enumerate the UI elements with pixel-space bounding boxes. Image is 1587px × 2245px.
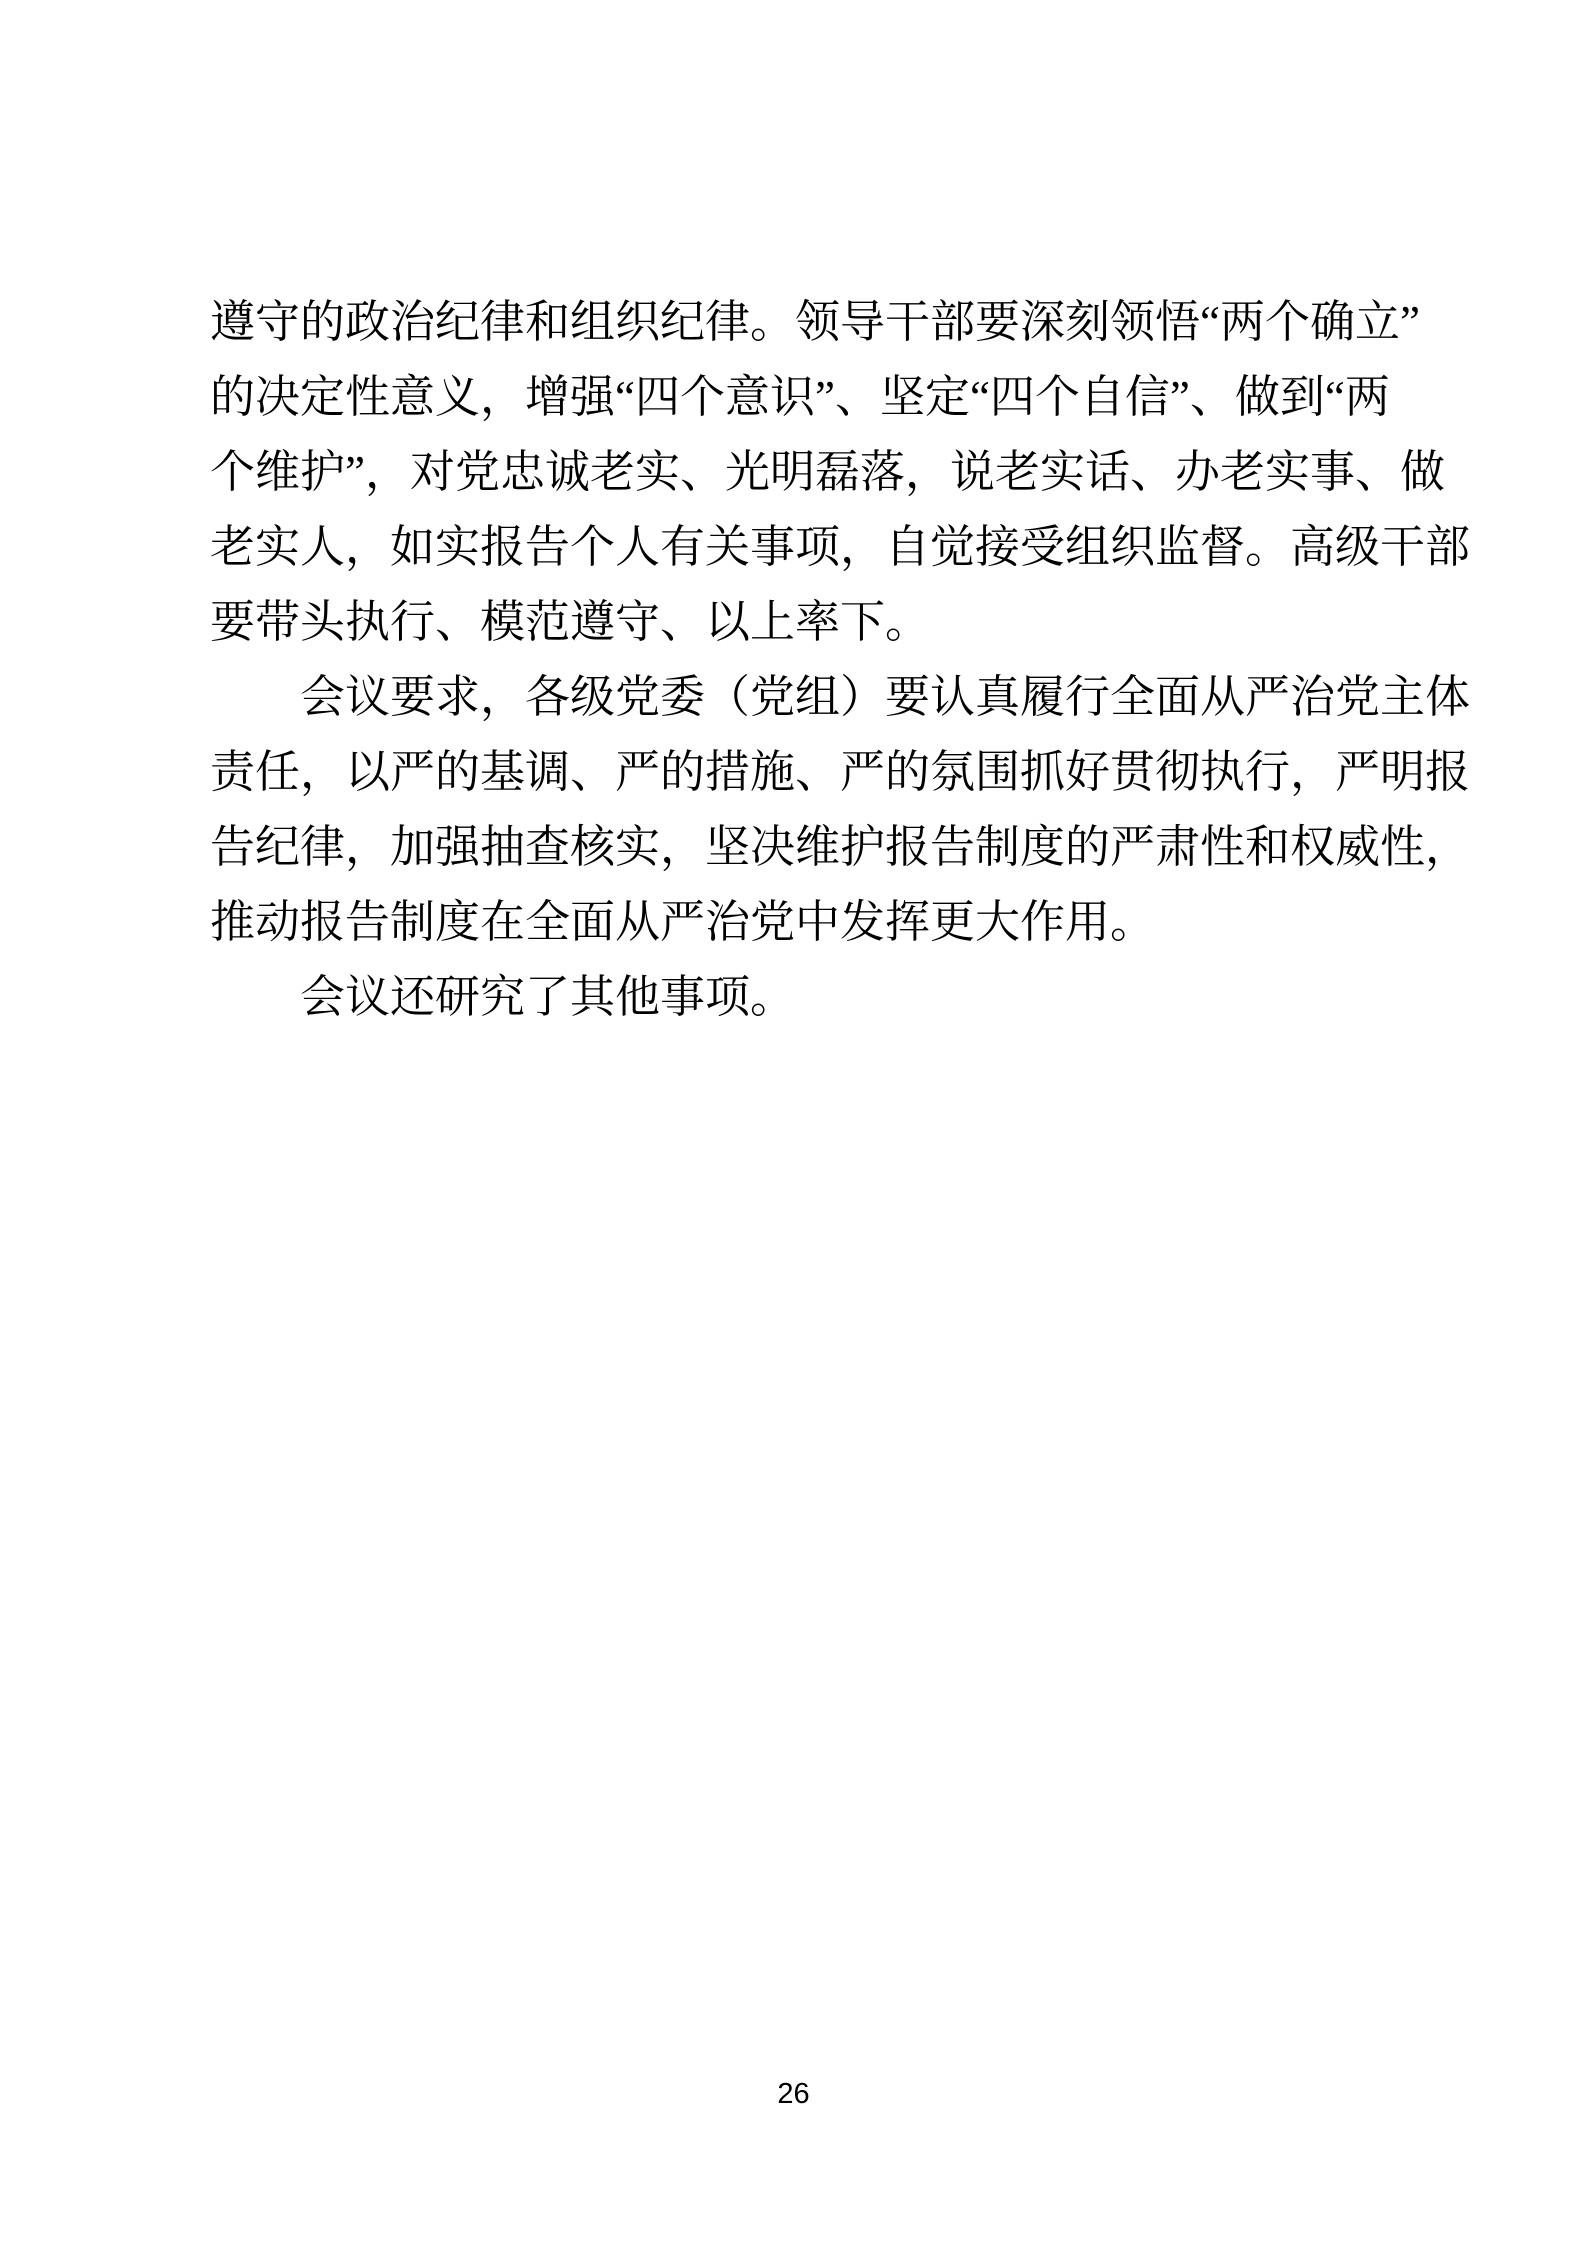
text-line: 老实人，如实报告个人有关事项，自觉接受组织监督。高级干部 xyxy=(210,522,1471,572)
text-line: 遵守的政治纪律和组织纪律。领导干部要深刻领悟“两个确立” xyxy=(210,297,1420,347)
text-line: 会议要求，各级党委（党组）要认真履行全面从严治党主体 xyxy=(300,672,1471,722)
text-line: 会议还研究了其他事项。 xyxy=(300,972,796,1022)
text-line: 个维护”，对党忠诚老实、光明磊落，说老实话、办老实事、做 xyxy=(210,447,1445,497)
text-line: 推动报告制度在全面从严治党中发挥更大作用。 xyxy=(210,897,1156,947)
text-line: 告纪律，加强抽查核实，坚决维护报告制度的严肃性和权威性， xyxy=(210,822,1471,872)
text-line: 的决定性意义，增强“四个意识”、坚定“四个自信”、做到“两 xyxy=(210,372,1390,422)
page-number: 26 xyxy=(777,2078,810,2110)
text-line: 责任，以严的基调、严的措施、严的氛围抓好贯彻执行，严明报 xyxy=(210,747,1471,797)
text-line: 要带头执行、模范遵守、以上率下。 xyxy=(210,597,931,647)
body-text xyxy=(210,285,1471,1035)
